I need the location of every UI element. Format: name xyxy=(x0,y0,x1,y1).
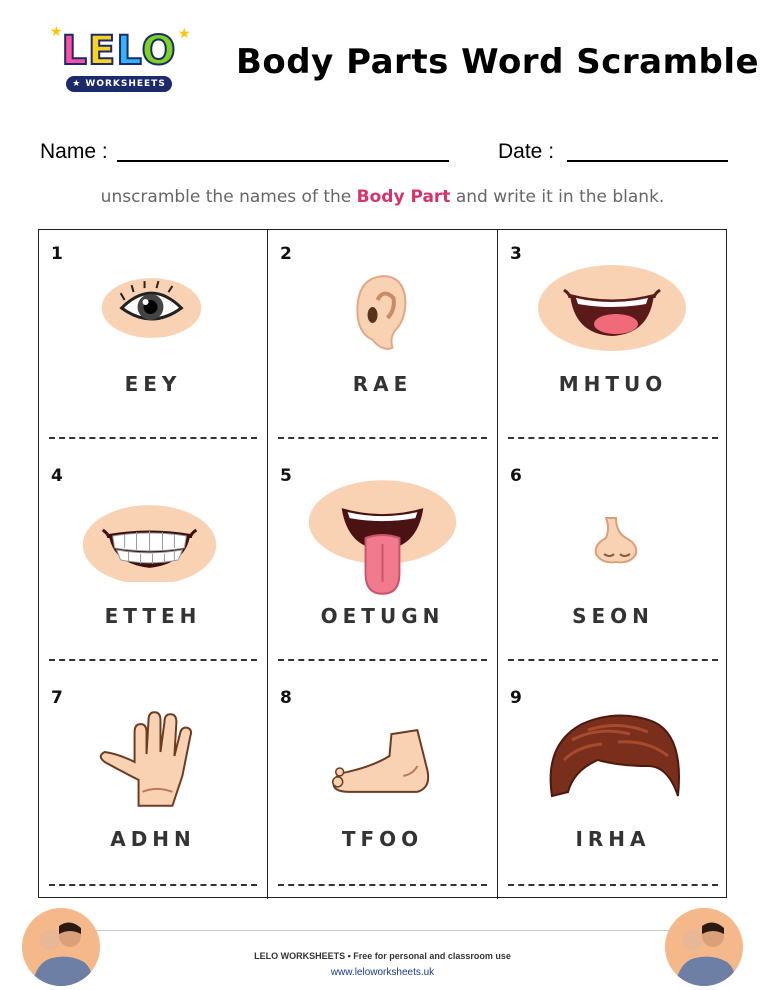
logo-banner: ★ WORKSHEETS ★ xyxy=(66,76,172,92)
star-icon: ★ xyxy=(178,26,191,42)
scrambled-word: TFOO xyxy=(341,827,424,851)
item-number: 3 xyxy=(510,244,522,264)
footer-divider xyxy=(60,930,705,931)
word-scramble-grid xyxy=(38,229,727,898)
item-number: 4 xyxy=(51,466,63,486)
nose-icon xyxy=(498,482,728,582)
name-field[interactable] xyxy=(117,160,449,162)
answer-blank[interactable] xyxy=(49,659,257,661)
item-number: 5 xyxy=(280,466,292,486)
scramble-item xyxy=(498,674,728,899)
scramble-item xyxy=(39,452,268,674)
instruction-highlight: Body Part xyxy=(356,187,451,207)
eye-icon xyxy=(39,260,267,360)
scrambled-word: IRHA xyxy=(575,827,651,851)
item-number: 7 xyxy=(51,688,63,708)
item-number: 8 xyxy=(280,688,292,708)
scramble-item xyxy=(498,230,728,452)
page-title: Body Parts Word Scramble xyxy=(236,42,760,82)
scramble-item xyxy=(268,230,498,452)
teeth-icon xyxy=(39,482,267,582)
item-number: 9 xyxy=(510,688,522,708)
scrambled-word: OETUGN xyxy=(320,604,445,628)
scrambled-word: EEY xyxy=(124,372,182,396)
answer-blank[interactable] xyxy=(278,437,487,439)
ear-icon xyxy=(268,260,497,360)
footer-credit: LELO WORKSHEETS • Free for personal and classroom use xyxy=(254,951,511,961)
star-icon: ★ xyxy=(50,24,63,40)
scramble-item xyxy=(39,674,268,899)
answer-blank[interactable] xyxy=(508,884,718,886)
scrambled-word: MHTUO xyxy=(558,372,668,396)
answer-blank[interactable] xyxy=(49,437,257,439)
answer-blank[interactable] xyxy=(278,884,487,886)
tongue-icon xyxy=(268,478,497,598)
footer-website-link[interactable]: www.leloworksheets.uk xyxy=(330,967,435,978)
scramble-item xyxy=(39,230,268,452)
item-number: 2 xyxy=(280,244,292,264)
scramble-item xyxy=(498,452,728,674)
instruction: unscramble the names of the Body Part and write it in the blank. xyxy=(100,187,665,207)
hand-icon xyxy=(39,696,267,816)
mouth-icon xyxy=(498,260,728,360)
item-number: 1 xyxy=(51,244,63,264)
scrambled-word: RAE xyxy=(352,372,413,396)
answer-blank[interactable] xyxy=(508,437,718,439)
scramble-item xyxy=(268,452,498,674)
answer-blank[interactable] xyxy=(508,659,718,661)
name-label: Name : xyxy=(40,140,108,163)
scrambled-word: ETTEH xyxy=(104,604,202,628)
answer-blank[interactable] xyxy=(49,884,257,886)
answer-blank[interactable] xyxy=(278,659,487,661)
foot-icon xyxy=(268,700,497,810)
scrambled-word: ADHN xyxy=(110,827,196,851)
scramble-item xyxy=(268,674,498,899)
hair-icon xyxy=(498,700,728,810)
logo-letters: LELO xyxy=(61,28,177,74)
item-number: 6 xyxy=(510,466,522,486)
date-field[interactable] xyxy=(567,160,728,162)
date-label: Date : xyxy=(498,140,555,163)
lelo-logo xyxy=(44,24,194,105)
scrambled-word: SEON xyxy=(572,604,654,628)
